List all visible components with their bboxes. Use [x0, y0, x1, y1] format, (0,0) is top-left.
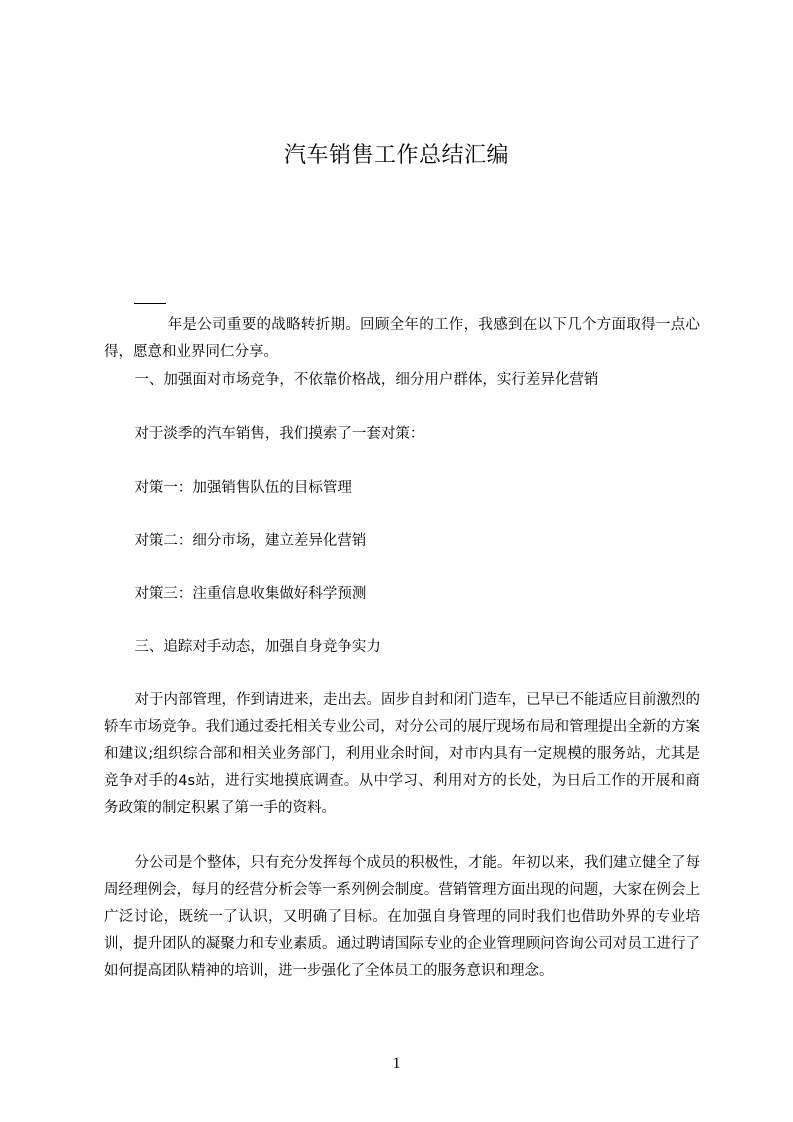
intro-text: 年是公司重要的战略转折期。回顾全年的工作，我感到在以下几个方面取得一点心得，愿意和业界同仁分享。 — [104, 317, 700, 360]
management-paragraph: 对于内部管理，作到请进来，走出去。固步自封和闭门造车，已早已不能适应目前激烈的轿车市场竞争。我们通过委托相关专业公司，对分公司的展厅现场布局和管理提出全新的方案和建议;组织综合部和相关业务部门，利用业余时间，对市内具有一定规模的服务站，尤其是竞争对手的4s站，进行实地摸底调查。从中学习、利用对方的长处，为日后工作的开展和商务政策的制定积累了第一手的资料。 — [104, 692, 700, 816]
intro-paragraph — [104, 289, 700, 360]
page-number: 1 — [392, 1055, 401, 1072]
section-heading-3: 三、追踪对手动态，加强自身竞争实力 — [134, 639, 381, 655]
team-paragraph: 分公司是个整体，只有充分发挥每个成员的积极性，才能。年初以来，我们建立健全了每周经理例会，每月的经营分析会等一系列例会制度。营销管理方面出现的问题，大家在例会上广泛讨论，既统一了认识，又明确了目标。在加强自身管理的同时我们也借助外界的专业培训，提升团队的凝聚力和专业素质。通过聘请国际专业的企业管理顾问咨询公司对员工进行了如何提高团队精神的培训，进一步强化了全体员工的服务意识和理念。 — [104, 855, 700, 979]
strategy-item-3: 对策三：注重信息收集做好科学预测 — [134, 586, 367, 602]
blank-line — [134, 289, 166, 304]
strategy-item-1: 对策一：加强销售队伍的目标管理 — [134, 480, 352, 496]
section-heading-1: 一、加强面对市场竞争，不依靠价格战，细分用户群体，实行差异化营销 — [134, 372, 599, 388]
strategy-item-2: 对策二：细分市场，建立差异化营销 — [134, 533, 367, 549]
document-title: 汽车销售工作总结汇编 — [283, 143, 509, 168]
strategy-intro: 对于淡季的汽车销售，我们摸索了一套对策： — [134, 426, 425, 442]
